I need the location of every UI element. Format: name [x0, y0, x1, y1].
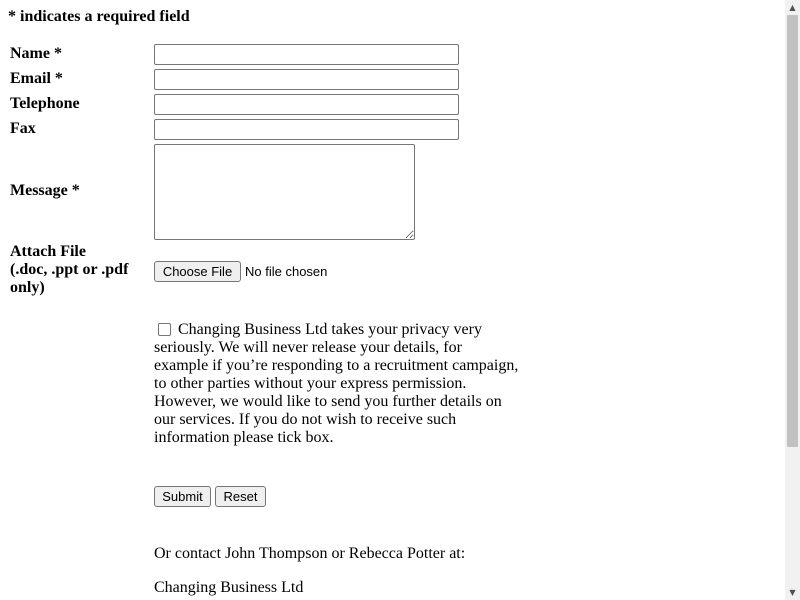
scrollbar-thumb[interactable]: [787, 15, 798, 447]
name-input[interactable]: [154, 44, 459, 65]
arrow-up-icon[interactable]: ▲: [789, 3, 796, 12]
telephone-input[interactable]: [154, 94, 459, 115]
file-status: No file chosen: [245, 264, 328, 279]
choose-file-button[interactable]: Choose File: [154, 261, 241, 282]
fax-label: Fax: [10, 120, 36, 137]
message-label: Message *: [10, 182, 80, 199]
attach-file-label-line2: (.doc, .ppt or .pdf: [10, 261, 129, 278]
submit-button[interactable]: Submit: [154, 486, 211, 507]
telephone-label: Telephone: [10, 95, 80, 112]
attach-file-label: [10, 243, 128, 297]
message-textarea[interactable]: [154, 144, 415, 240]
email-input[interactable]: [154, 69, 459, 90]
reset-button[interactable]: Reset: [215, 486, 266, 507]
arrow-down-icon[interactable]: ▼: [789, 588, 796, 597]
vertical-scrollbar[interactable]: [785, 0, 800, 600]
attach-file-label-line3: only): [10, 279, 45, 296]
company-name: Changing Business Ltd: [154, 579, 304, 596]
privacy-statement: Changing Business Ltd takes your privacy very seriously. We will never release your details, for example if you’re responding to a recruitment campaign, to other parties without your express permission. However, we would like to send you further details on our services. If you do not wish to receive such information please tick box.: [154, 321, 519, 446]
attach-file-label-line1: Attach File: [10, 243, 86, 260]
name-label: Name *: [10, 45, 62, 62]
contact-intro: Or contact John Thompson or Rebecca Potter at:: [154, 545, 466, 562]
email-label: Email *: [10, 70, 63, 87]
required-field-notice: * indicates a required field: [8, 8, 190, 25]
fax-input[interactable]: [154, 119, 459, 140]
